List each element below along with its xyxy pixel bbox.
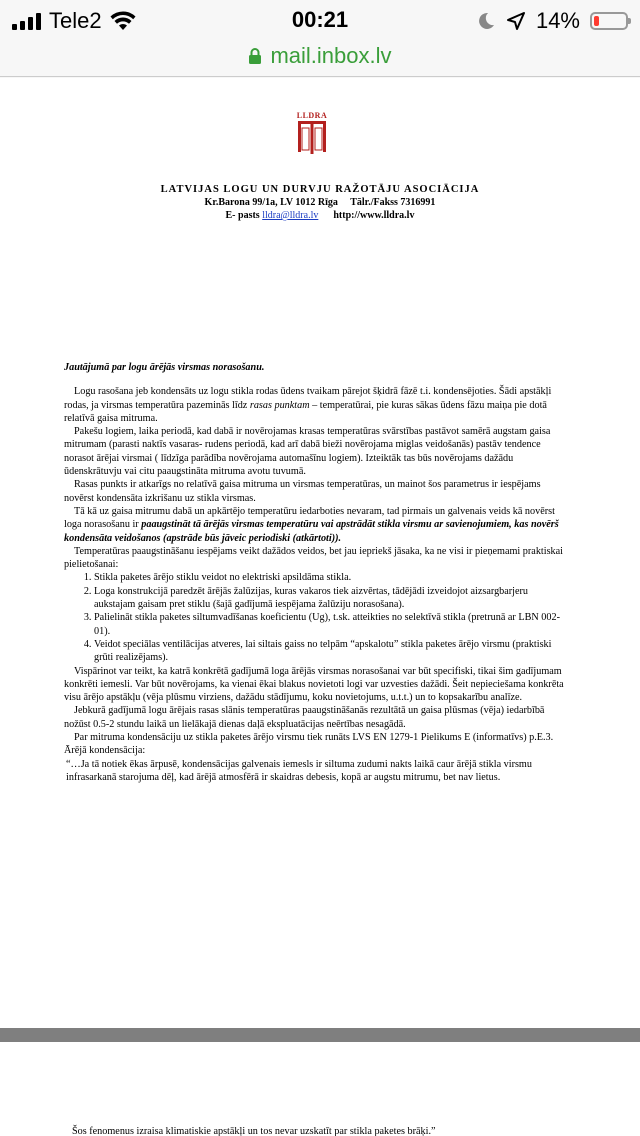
- measures-list: [64, 571, 564, 664]
- paragraph-1: Logu rasošana jeb kondensāts uz logu stikla rodas ūdens tvaikam pārejot šķidrā fāzē t.i. kondensējoties. Šādi apstākļi rodas, ja virsmas temperatūra pazeminās līdz rasas punktam – temperatūrai, pie kuras sākas ūdens fāzu maiņa pie dotā relatīvā gaisa mitruma.: [64, 386, 552, 424]
- paragraph-6: Vispārinot var teikt, ka katrā konkrētā gadījumā loga ārējās virsmas norasošanai var būt specifiski, tikai šim gadījumam konkrēti iemesli. Var būt novērojams, ka vienai ēkai blakus novietoti logi var uzvesties dažādi. Šeit nepieciešama konkrēta visu ārējo apstākļu (vēja plūsmu virziens, dažādu stādījumu, koku novietojums, u.t.t.) un to kopsakarību analīze.: [64, 665, 564, 704]
- paragraph-5: Temperatūras paaugstināšanu iespējams veikt dažādos veidos, bet jau iepriekš jāsaka, ka ne visi ir pieņemami praktiskai pielietošanai:: [64, 545, 563, 571]
- battery-icon: [590, 12, 628, 30]
- organization-name: LATVIJAS LOGU UN DURVJU RAŽOTĀJU ASOCIĀCIJA: [160, 184, 480, 195]
- paragraph-3: Rasas punkts ir atkarīgs no relatīvā gaisa mitruma un virsmas temperatūras, un mainot šos parametrus ir iespējams novērst kondensāta izkrišanu uz stikla virsmas.: [64, 479, 541, 504]
- logo-text: LLDRA: [296, 111, 328, 120]
- document-body: [64, 361, 564, 784]
- clock: 00:21: [291, 7, 349, 32]
- list-item: 2. Loga konstrukcijā paredzēt ārējās žalūzijas, kuras vakaros tiek aizvērtas, tādējādi izveidojot aizsargbarjeru aukstajam gaisam pret stiklu (šajā gadījumā iespējama žalūziju norasošana).: [94, 585, 564, 612]
- list-item: 4. Veidot speciālas ventilācijas atveres, lai siltais gaiss no telpām “apskalotu” stikla paketes ārējo virsmu (praktiski grūti realizējams).: [94, 638, 564, 665]
- carrier-name: Tele2: [49, 8, 102, 33]
- document-title: Jautājumā par logu ārējās virsmas norasošanu.: [64, 362, 265, 373]
- organization-contacts: [0, 210, 640, 221]
- url-text[interactable]: mail.inbox.lv: [270, 43, 392, 68]
- list-item: 1. Stikla paketes ārējo stiklu veidot no elektriski apsildāma stikla.: [94, 571, 564, 584]
- paragraph-8: Par mitruma kondensāciju uz stikla paketes ārējo virsmu tiek runāts LVS EN 1279-1 Pielikums E (informatīvs) p.E.3. Ārējā kondensācija:: [64, 732, 554, 757]
- quote-paragraph: “…Ja tā notiek ēkas ārpusē, kondensācijas galvenais iemesls ir siltuma zudumi nakts laikā caur ārējā stikla virsmu infrasarkanā starojuma dēļ, kad ārējā atmosfērā ir skaidras debesis, kopā ar augstu mitrumu, bet nav lietus.: [66, 758, 532, 783]
- paragraph-2: Pakešu logiem, laika periodā, kad dabā ir novērojamas krasas temperatūras svārstības pastāvot samērā augstam gaisa mitrumam (parasti naktīs vasaras- rudens periodā, kad arī dabā bieži novērojama miglas veidošanās) pastāv tendence norasot ārējai virsmai ( līdzīga parādība novērojama automašīnu logiem). Izteiktāk tas būs novērojams dažādu ūdenskrātuvju vai citu paaugstināta mitruma avotu tuvumā.: [64, 426, 551, 478]
- email-label: E- pasts: [225, 210, 263, 221]
- organization-address: Kr.Barona 99/1a, LV 1012 Rīga Tālr./Fakss 7316991: [204, 197, 436, 208]
- list-item: 3. Palielināt stikla paketes siltumvadīšanas koeficientu (Ug), t.sk. atteikties no selektīvā stikla (pretrunā ar LBN 002-01).: [94, 611, 564, 638]
- location-arrow-icon: [506, 11, 526, 31]
- document-page-2: [0, 1042, 640, 1136]
- lock-icon: [248, 47, 262, 65]
- status-bar: [0, 0, 640, 40]
- do-not-disturb-moon-icon: [476, 11, 496, 31]
- email-link[interactable]: lldra@lldra.lv: [262, 210, 319, 221]
- next-page-text: Šos fenomenus izraisa klimatiskie apstākļi un tos nevar uzskatīt par stikla paketes brāķi.”: [72, 1126, 436, 1136]
- status-right: [476, 8, 628, 34]
- document-page: [0, 78, 640, 1028]
- battery-percentage: 14%: [535, 8, 580, 33]
- paragraph-7: Jebkurā gadījumā logu ārējais rasas slānis temperatūras paaugstināšanās rezultātā un gaisa plūsmas (vēja) iedarbībā nožūst 0.5-2 stundu laikā un lielākajā dienas daļā ekspluatācijas neērtības nesagādā.: [64, 705, 545, 730]
- browser-url-bar[interactable]: [0, 36, 640, 77]
- page-separator: [0, 1028, 640, 1042]
- letterhead: [0, 184, 640, 221]
- website: http://www.lldra.lv: [333, 210, 415, 221]
- paragraph-4: Tā kā uz gaisa mitrumu dabā un apkārtējo temperatūru iedarboties nevaram, tad pirmais un galvenais veids kā novērst loga norasošanu ir paaugstināt tā ārējās virsmas temperatūru vai apstrādāt stikla virsmu ar savienojumiem, kas novērš kondensāta veidošanos (apstrāde būs jāveic periodiski (atkārtoti)).: [64, 505, 559, 544]
